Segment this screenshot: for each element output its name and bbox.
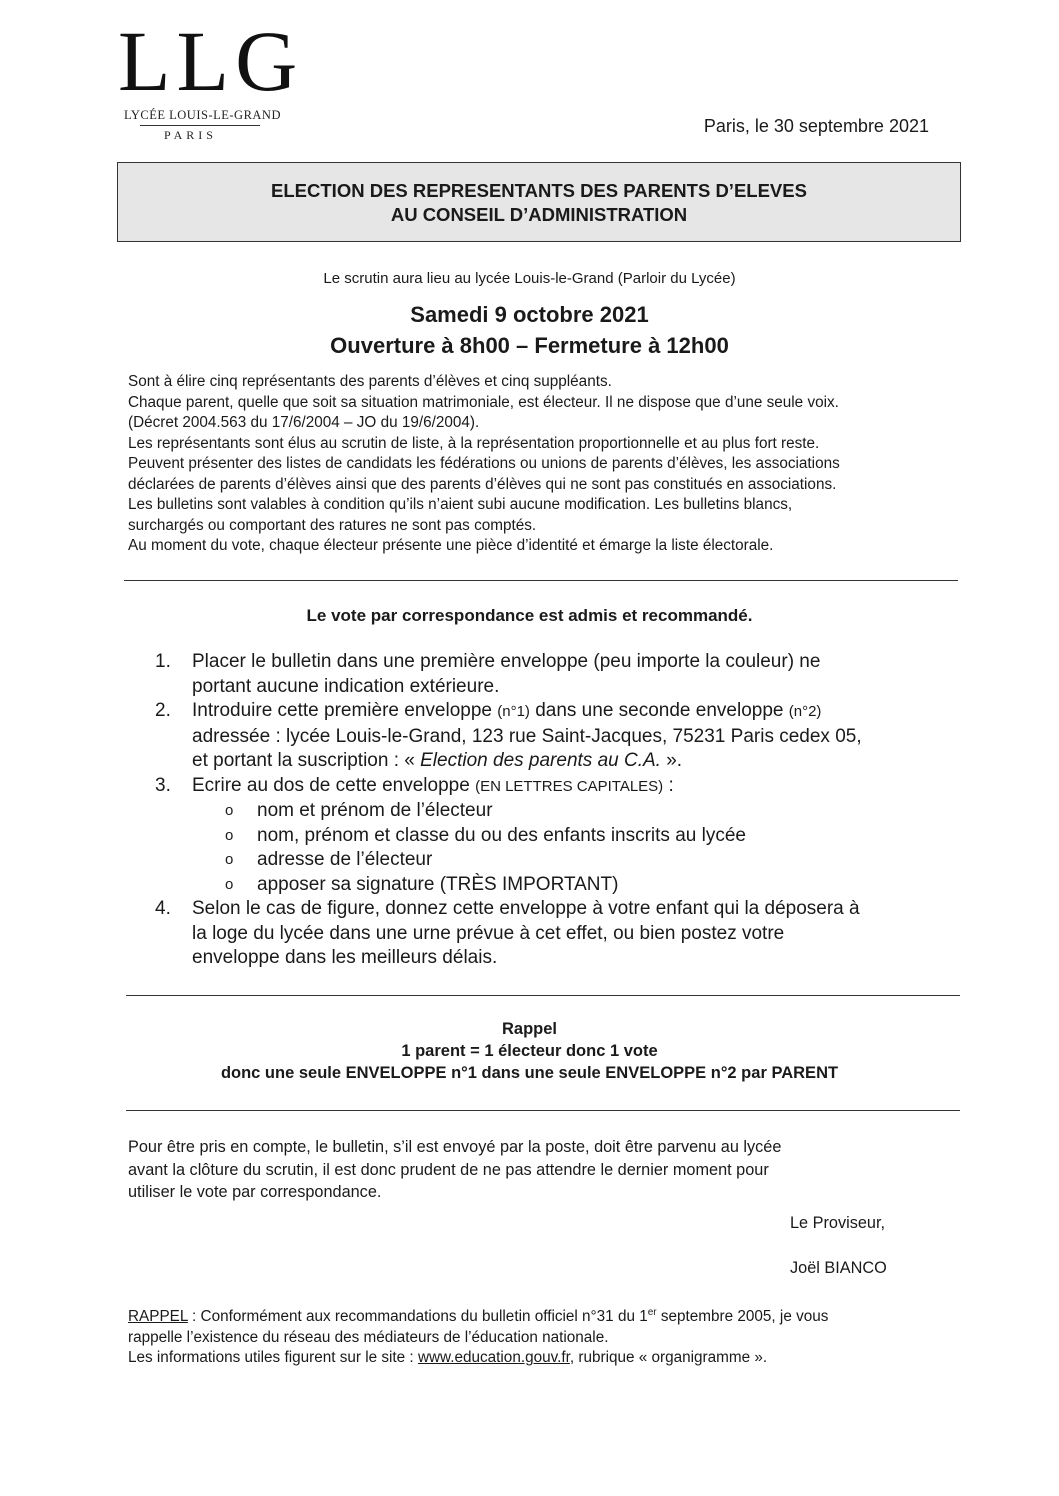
reminder-line: donc une seule ENVELOPPE n°1 dans une seule ENVELOPPE n°2 par PARENT xyxy=(220,1064,839,1082)
note-line: RAPPEL : Conformément aux recommandations du bulletin officiel n°31 du 1er septembre 2005, je vous xyxy=(128,1307,829,1326)
vote-day: Samedi 9 octobre 2021 xyxy=(410,302,649,327)
step-1 xyxy=(155,650,955,675)
school-city: PARIS xyxy=(164,128,217,142)
reminder-title: Rappel xyxy=(501,1020,557,1038)
reminder-line: 1 parent = 1 électeur donc 1 vote xyxy=(401,1042,658,1060)
step-3-item: o nom, prénom et classe du ou des enfants inscrits au lycée xyxy=(155,824,955,849)
school-logo: LLG xyxy=(118,13,304,109)
step-text: et portant la suscription : « Election des parents au C.A. ». xyxy=(192,750,683,771)
bullet-icon: o xyxy=(225,875,234,893)
document-date: Paris, le 30 septembre 2021 xyxy=(703,116,929,136)
school-name: LYCÉE LOUIS-LE-GRAND xyxy=(124,108,281,122)
bullet-icon: o xyxy=(225,802,234,819)
step-3-item: o adresse de l’électeur xyxy=(155,848,955,873)
step-number: 2. xyxy=(155,700,171,721)
rules-line: Sont à élire cinq représentants des parents d’élèves et cinq suppléants. xyxy=(128,373,612,390)
title-line-1: ELECTION DES REPRESENTANTS DES PARENTS D’ELEVES xyxy=(271,180,807,201)
step-number: 1. xyxy=(155,651,171,672)
step-text: Placer le bulletin dans une première enveloppe (peu importe la couleur) ne xyxy=(192,651,821,672)
title-box xyxy=(117,162,961,242)
step-3-item: o apposer sa signature (TRÈS IMPORTANT) xyxy=(155,873,955,898)
step-text: Selon le cas de figure, donnez cette enveloppe à votre enfant qui la déposera à xyxy=(192,898,860,919)
rules-line: Les représentants sont élus au scrutin de liste, à la représentation proportionnelle et au plus fort reste. xyxy=(128,434,820,452)
signature-name: Joël BIANCO xyxy=(790,1259,887,1277)
step-text: Introduire cette première enveloppe (n°1) dans une seconde enveloppe (n°2) xyxy=(192,700,822,721)
education-website-link[interactable]: www.education.gouv.fr xyxy=(417,1349,570,1367)
closing-line: utiliser le vote par correspondance. xyxy=(128,1183,382,1201)
reminder-block xyxy=(0,1018,1059,1084)
rules-line: Les bulletins sont valables à condition qu’ils n’aient subi aucune modification. Les bulletins blancs, xyxy=(128,496,793,513)
step-text: portant aucune indication extérieure. xyxy=(192,675,500,697)
closing-paragraph xyxy=(128,1136,958,1204)
vote-hours: Ouverture à 8h00 – Fermeture à 12h00 xyxy=(330,333,729,358)
rules-line: déclarées de parents d’élèves ainsi que des parents d’élèves qui ne sont pas constitués en associations. xyxy=(128,475,837,493)
rules-line: Chaque parent, quelle que soit sa situation matrimoniale, est électeur. Il ne dispose que d’une seule voix. xyxy=(128,393,839,411)
bullet-icon: o xyxy=(225,851,234,868)
step-text: adressée : lycée Louis-le-Grand, 123 rue Saint-Jacques, 75231 Paris cedex 05, xyxy=(192,725,862,747)
step-text: la loge du lycée dans une urne prévue à cet effet, ou bien postez votre xyxy=(192,922,785,944)
step-number: 3. xyxy=(155,774,171,796)
venue-line: Le scrutin aura lieu au lycée Louis-le-Grand (Parloir du Lycée) xyxy=(323,270,736,287)
step-text: enveloppe dans les meilleurs délais. xyxy=(192,947,498,968)
bullet-icon: o xyxy=(225,826,234,844)
divider xyxy=(126,995,960,996)
step-text: Ecrire au dos de cette enveloppe (EN LETTRES CAPITALES) : xyxy=(192,774,674,796)
divider xyxy=(124,580,958,581)
step-3-item: o nom et prénom de l’électeur xyxy=(155,799,955,824)
step-2 xyxy=(155,699,955,725)
closing-line: avant la clôture du scrutin, il est donc prudent de ne pas attendre le dernier moment pour xyxy=(128,1160,769,1179)
note-line: Les informations utiles figurent sur le site : www.education.gouv.fr, rubrique « organigramme ». xyxy=(128,1349,768,1367)
step-4 xyxy=(155,897,955,922)
logo-divider xyxy=(140,125,260,126)
rules-line: (Décret 2004.563 du 17/6/2004 – JO du 19/6/2004). xyxy=(128,414,480,431)
footer-note xyxy=(128,1303,958,1369)
note-line: rappelle l’existence du réseau des médiateurs de l’éducation nationale. xyxy=(128,1328,609,1346)
rules-line: Peuvent présenter des listes de candidats les fédérations ou unions de parents d’élèves, les associations xyxy=(128,455,840,472)
title-line-2: AU CONSEIL D’ADMINISTRATION xyxy=(390,204,688,225)
rules-line: Au moment du vote, chaque électeur présente une pièce d’identité et émarge la liste électorale. xyxy=(128,537,774,554)
rules-line: surchargés ou comportant des ratures ne sont pas comptés. xyxy=(128,516,537,534)
correspondence-steps xyxy=(155,650,955,971)
signature-title: Le Proviseur, xyxy=(790,1214,886,1232)
election-rules xyxy=(128,372,958,557)
step-3 xyxy=(155,774,955,800)
divider xyxy=(126,1110,960,1111)
correspondence-heading: Le vote par correspondance est admis et recommandé. xyxy=(306,606,753,625)
step-number: 4. xyxy=(155,898,171,919)
closing-line: Pour être pris en compte, le bulletin, s’il est envoyé par la poste, doit être parvenu au lycée xyxy=(128,1138,782,1156)
